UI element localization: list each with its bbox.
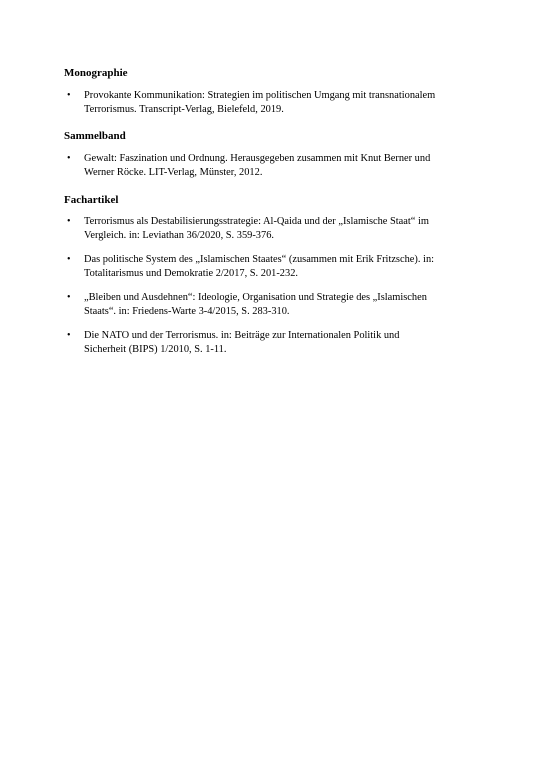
item-line: Werner Röcke. LIT-Verlag, Münster, 2012. [84, 167, 263, 178]
publication-list [64, 89, 484, 117]
section-heading: Sammelband [64, 130, 126, 142]
section-heading: Monographie [64, 67, 128, 79]
section-fachartikel [64, 193, 484, 357]
publication-list [64, 152, 484, 180]
item-line: Gewalt: Faszination und Ordnung. Herausgegeben zusammen mit Knut Berner und [84, 153, 431, 164]
item-line: Provokante Kommunikation: Strategien im politischen Umgang mit transnationalem [84, 90, 436, 101]
section-heading: Fachartikel [64, 194, 119, 206]
list-item [64, 215, 484, 243]
section-sammelband [64, 129, 484, 180]
bullet-icon: • [67, 90, 71, 101]
section-monographie [64, 66, 484, 117]
list-item [64, 291, 484, 319]
bullet-icon: • [67, 216, 71, 227]
item-line: Terrorismus als Destabilisierungsstrategie: Al-Qaida und der „Islamische Staat“ im [84, 216, 429, 227]
item-line: Terrorismus. Transcript-Verlag, Bielefeld, 2019. [84, 104, 284, 115]
list-item [64, 329, 484, 357]
item-line: „Bleiben und Ausdehnen“: Ideologie, Organisation und Strategie des „Islamischen [84, 292, 427, 303]
publication-list [64, 215, 484, 357]
list-item [64, 152, 484, 180]
bullet-icon: • [67, 330, 71, 341]
item-line: Totalitarismus und Demokratie 2/2017, S. 201-232. [84, 268, 298, 279]
item-line: Das politische System des „Islamischen Staates“ (zusammen mit Erik Fritzsche). in: [84, 254, 435, 265]
bullet-icon: • [67, 254, 71, 265]
item-line: Staats“. in: Friedens-Warte 3-4/2015, S. 283-310. [84, 306, 290, 317]
list-item [64, 89, 484, 117]
bullet-icon: • [67, 292, 71, 303]
item-line: Vergleich. in: Leviathan 36/2020, S. 359-376. [84, 230, 274, 241]
item-line: Sicherheit (BIPS) 1/2010, S. 1-11. [84, 344, 227, 355]
list-item [64, 253, 484, 281]
item-line: Die NATO und der Terrorismus. in: Beiträge zur Internationalen Politik und [84, 330, 400, 341]
bullet-icon: • [67, 153, 71, 164]
